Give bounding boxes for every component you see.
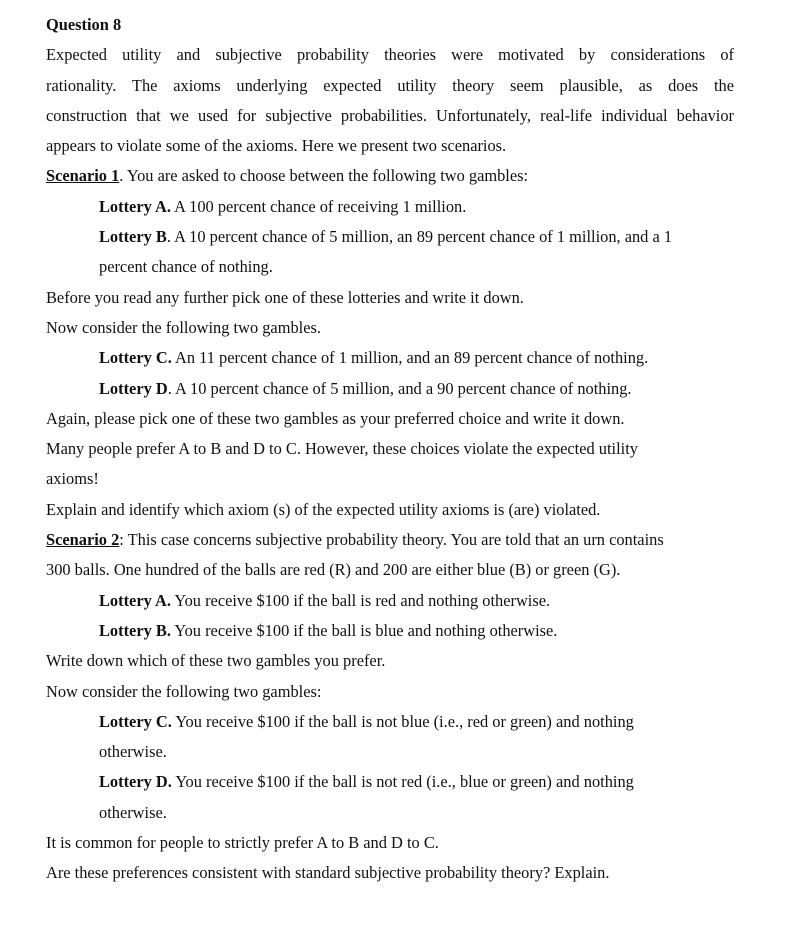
s1-lottery-c-name: Lottery C. (99, 348, 172, 368)
s2-question: Are these preferences consistent with standard subjective probability theory? Explain. (46, 863, 610, 883)
scenario-2-intro-text: : This case concerns subjective probability theory. You are told that an urn contains (119, 530, 664, 550)
s2-lottery-a (46, 586, 786, 616)
scenario-2-intro-line-2: 300 balls. One hundred of the balls are red (R) and 200 are either blue (B) or green (G). (46, 560, 621, 580)
scenario-1-intro (46, 161, 786, 191)
s1-lottery-b-text-1: . A 10 percent chance of 5 million, an 89 percent chance of 1 million, and a 1 (166, 227, 673, 247)
s1-many-people-2: axioms! (46, 469, 99, 489)
s2-consider: Now consider the following two gambles: (46, 681, 322, 701)
s1-lottery-d (46, 374, 786, 404)
s2-lottery-a-text: You receive $100 if the ball is red and nothing otherwise. (170, 590, 551, 610)
s2-lottery-c-text-1: You receive $100 if the ball is not blue (i.e., red or green) and nothing (171, 711, 634, 731)
s1-lottery-a (46, 192, 786, 222)
s2-lottery-c (46, 707, 786, 737)
s2-lottery-b-name: Lottery B. (99, 620, 171, 640)
question-title: Question 8 (46, 15, 122, 34)
s1-lottery-d-name: Lottery D (99, 378, 168, 398)
s1-pick-first: Before you read any further pick one of these lotteries and write it down. (46, 287, 524, 307)
s1-lottery-a-text: A 100 percent chance of receiving 1 million. (170, 196, 467, 216)
s1-lottery-d-text: . A 10 percent chance of 5 million, and a 90 percent chance of nothing. (167, 378, 632, 398)
s2-write-down: Write down which of these two gambles you prefer. (46, 651, 386, 671)
s2-common: It is common for people to strictly prefer A to B and D to C. (46, 833, 439, 853)
s1-lottery-c-text: An 11 percent chance of 1 million, and an 89 percent chance of nothing. (171, 348, 649, 368)
s1-lottery-b (46, 222, 786, 252)
scenario-1-intro-text: . You are asked to choose between the following two gambles: (119, 166, 529, 186)
scenario-2-label: Scenario 2 (46, 530, 120, 550)
s2-lottery-d-text-2: otherwise. (99, 802, 167, 822)
s2-lottery-d-text-1: You receive $100 if the ball is not red (i.e., blue or green) and nothing (171, 772, 634, 792)
s1-lottery-b-name: Lottery B (99, 227, 167, 247)
s2-lottery-d (46, 767, 786, 797)
s1-lottery-a-name: Lottery A. (99, 196, 171, 216)
s2-lottery-a-name: Lottery A. (99, 590, 171, 610)
s2-lottery-c-name: Lottery C. (99, 711, 172, 731)
intro-line-3: construction that we used for subjective probabilities. Unfortunately, real-life individual behavior (46, 105, 734, 125)
s2-lottery-b (46, 616, 786, 646)
scenario-2-intro (46, 525, 786, 555)
s2-lottery-c-text-2: otherwise. (99, 742, 167, 762)
s1-many-people-1: Many people prefer A to B and D to C. However, these choices violate the expected utility (46, 439, 638, 459)
intro-line-2: rationality. The axioms underlying expected utility theory seem plausible, as does the (46, 75, 734, 95)
s1-explain: Explain and identify which axiom (s) of the expected utility axioms is (are) violated. (46, 499, 601, 519)
intro-line-4: appears to violate some of the axioms. Here we present two scenarios. (46, 136, 507, 156)
s1-consider: Now consider the following two gambles. (46, 317, 321, 337)
intro-line-1: Expected utility and subjective probability theories were motivated by considerations of (46, 45, 734, 65)
s1-lottery-b-text-2: percent chance of nothing. (99, 257, 273, 277)
s2-lottery-d-name: Lottery D. (99, 772, 172, 792)
s1-pick-second: Again, please pick one of these two gambles as your preferred choice and write it down. (46, 408, 625, 428)
s1-lottery-c (46, 343, 786, 373)
scenario-1-label: Scenario 1 (46, 166, 120, 186)
s2-lottery-b-text: You receive $100 if the ball is blue and nothing otherwise. (170, 620, 558, 640)
